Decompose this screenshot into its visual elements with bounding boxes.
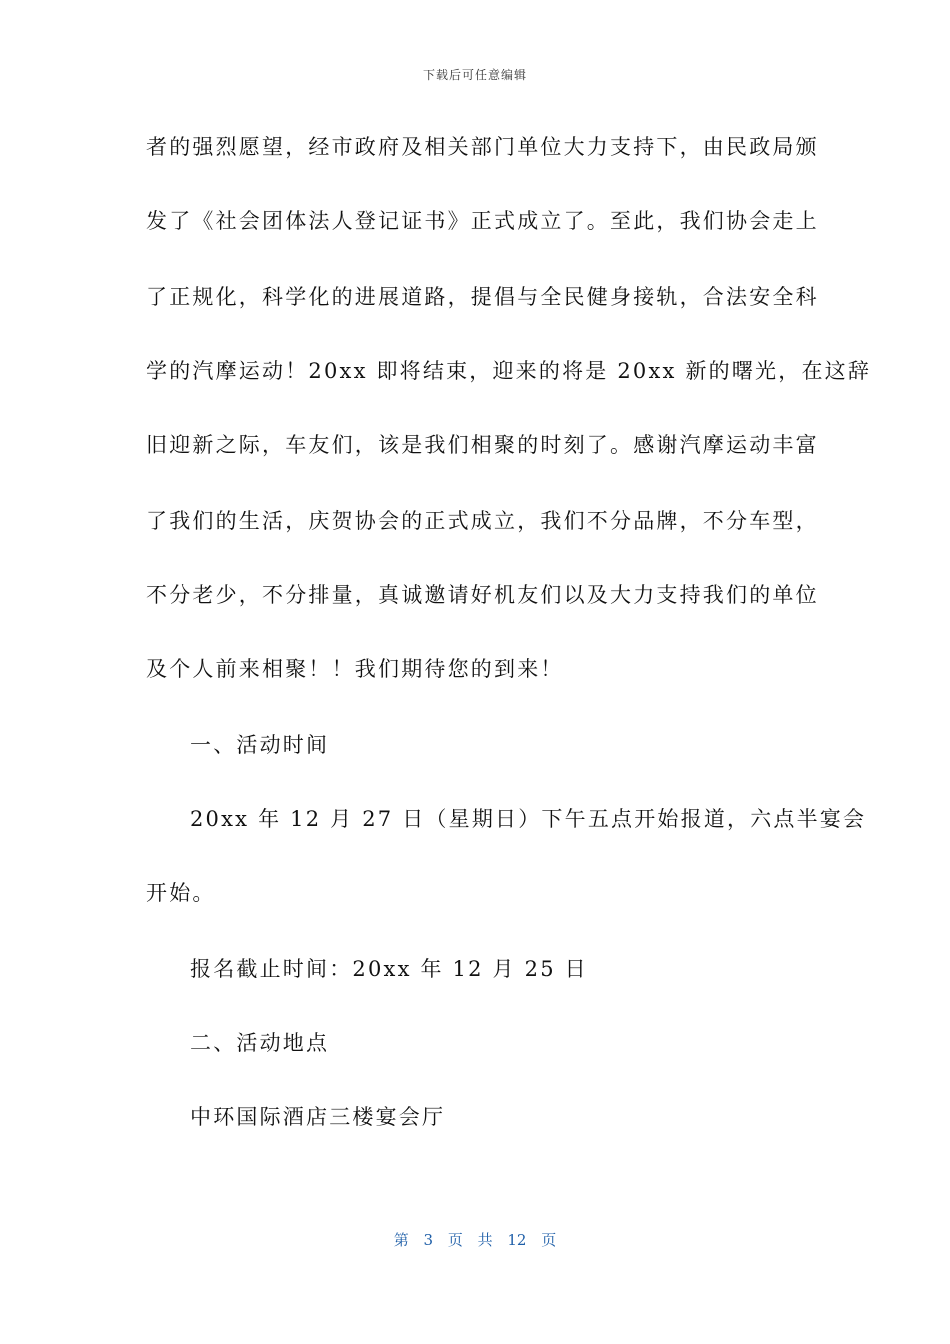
paragraph-line-3: 了正规化，科学化的进展道路，提倡与全民健身接轨，合法安全科 bbox=[146, 285, 819, 309]
paragraph-line-5: 旧迎新之际，车友们，该是我们相聚的时刻了。感谢汽摩运动丰富 bbox=[146, 433, 819, 457]
paragraph-line-8: 及个人前来相聚！！我们期待您的到来！ bbox=[146, 657, 564, 681]
event-venue: 中环国际酒店三楼宴会厅 bbox=[190, 1105, 446, 1129]
paragraph-line-4: 学的汽摩运动！20xx 即将结束，迎来的将是 20xx 新的曙光，在这辞 bbox=[146, 359, 872, 383]
section-heading-location: 二、活动地点 bbox=[190, 1031, 330, 1055]
event-time-line-continued: 开始。 bbox=[146, 881, 216, 905]
paragraph-line-7: 不分老少，不分排量，真诚邀请好机友们以及大力支持我们的单位 bbox=[146, 583, 819, 607]
page-header: 下载后可任意编辑 bbox=[422, 68, 527, 82]
event-time-line: 20xx 年 12 月 27 日（星期日）下午五点开始报道，六点半宴会 bbox=[190, 807, 867, 831]
paragraph-line-1: 者的强烈愿望，经市政府及相关部门单位大力支持下，由民政局颁 bbox=[146, 135, 819, 159]
paragraph-line-2: 发了《社会团体法人登记证书》正式成立了。至此，我们协会走上 bbox=[146, 209, 819, 233]
registration-deadline: 报名截止时间：20xx 年 12 月 25 日 bbox=[190, 957, 588, 981]
paragraph-line-6: 了我们的生活，庆贺协会的正式成立，我们不分品牌，不分车型， bbox=[146, 509, 819, 533]
page-number-footer: 第 3 页 共 12 页 bbox=[393, 1231, 557, 1249]
section-heading-time: 一、活动时间 bbox=[190, 733, 330, 757]
